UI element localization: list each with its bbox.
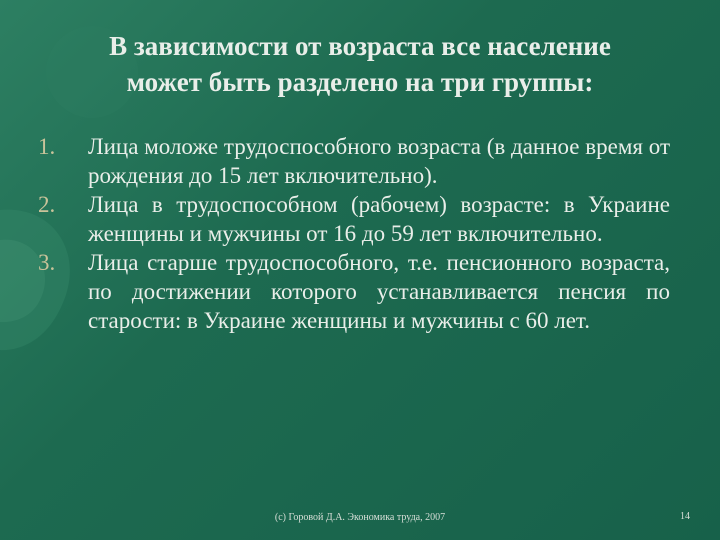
list-number: 3. <box>38 250 56 275</box>
list-item <box>38 248 670 335</box>
page-number: 14 <box>680 511 690 522</box>
list-item-text: Лица старше трудоспособного, т.е. пенсионного возраста, по достижении которого устанавливается пенсия по старости: в Украине женщины и мужчины с 60 лет. <box>88 250 670 333</box>
title-line: может быть разделено на три группы: <box>126 67 594 97</box>
list-number: 2. <box>38 192 56 217</box>
list-item-text: Лица в трудоспособном (рабочем) возрасте: в Украине женщины и мужчины от 16 до 59 лет включительно. <box>88 192 670 246</box>
slide-footer: (с) Горовой Д.А. Экономика труда, 2007 <box>274 512 446 523</box>
list-number: 1. <box>38 134 56 159</box>
numbered-list <box>38 132 670 335</box>
list-item-text: Лица моложе трудоспособного возраста (в данное время от рождения до 15 лет включительно). <box>88 134 670 188</box>
list-item <box>38 190 670 248</box>
title-line: В зависимости от возраста все население <box>109 31 611 61</box>
list-item <box>38 132 670 190</box>
slide-title <box>40 28 680 100</box>
